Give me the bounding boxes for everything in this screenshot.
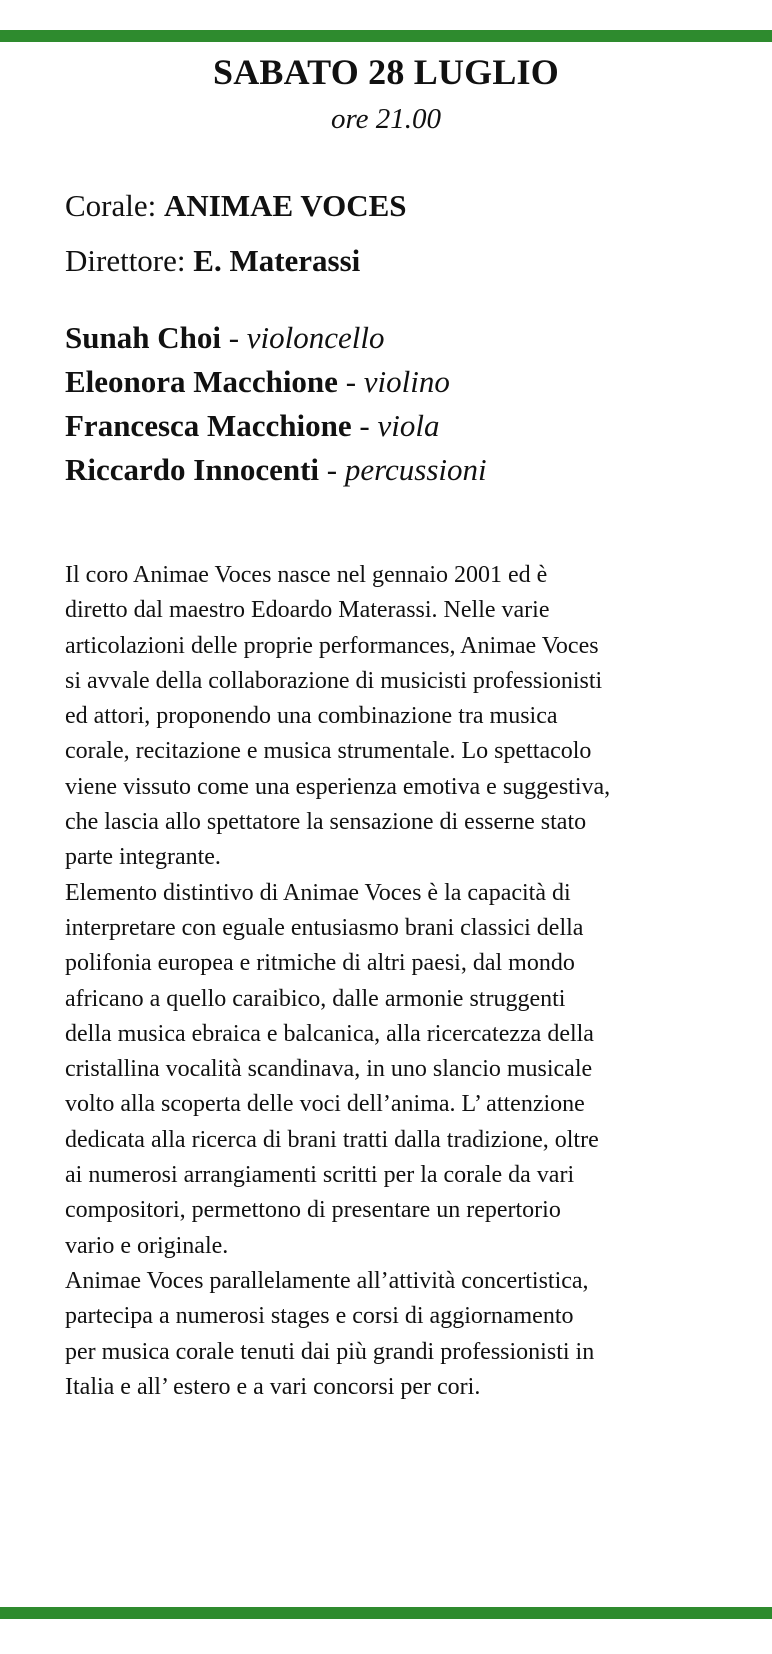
performer-role: viola: [377, 408, 440, 443]
bio-line: Italia e all’ estero e a vari concorsi per cori.: [65, 1373, 481, 1400]
choir-name: ANIMAE VOCES: [164, 188, 407, 223]
bio-line: dedicata alla ricerca di brani tratti dalla tradizione, oltre: [65, 1126, 599, 1153]
bio-line: partecipa a numerosi stages e corsi di aggiornamento: [65, 1303, 574, 1330]
performer-list: [65, 316, 745, 492]
bio-line: viene vissuto come una esperienza emotiva e suggestiva,: [65, 773, 611, 800]
event-date: SABATO 28 LUGLIO: [213, 52, 559, 92]
choir-biography: [65, 558, 755, 1405]
performer-name: Francesca Macchione: [65, 408, 352, 443]
bio-line: corale, recitazione e musica strumentale. Lo spettacolo: [65, 738, 592, 765]
bio-line: si avvale della collaborazione di musicisti professionisti: [65, 667, 603, 694]
performer-name: Riccardo Innocenti: [65, 452, 320, 487]
choir-credit: [65, 186, 407, 226]
bio-line: polifonia europea e ritmiche di altri paesi, dal mondo: [65, 950, 575, 977]
performer-separator: -: [319, 452, 345, 487]
performer-name: Sunah Choi: [65, 320, 221, 355]
performer-item: [65, 404, 745, 448]
performer-separator: -: [351, 408, 378, 443]
bio-line: per musica corale tenuti dai più grandi professionisti in: [65, 1338, 595, 1365]
performer-name: Eleonora Macchione: [65, 364, 338, 399]
bio-line: africano a quello caraibico, dalle armonie struggenti: [65, 985, 566, 1012]
bio-line: Animae Voces parallelamente all’attività concertistica,: [65, 1267, 589, 1294]
performer-item: [65, 316, 745, 360]
choir-label: Corale:: [65, 188, 157, 223]
bio-line: vario e originale.: [65, 1232, 229, 1259]
director-credit: [65, 241, 360, 281]
bio-line: ai numerosi arrangiamenti scritti per la corale da vari: [65, 1162, 575, 1189]
bio-line: Il coro Animae Voces nasce nel gennaio 2001 ed è: [65, 562, 548, 588]
bio-line: compositori, permettono di presentare un repertorio: [65, 1197, 561, 1224]
bio-line: della musica ebraica e balcanica, alla ricercatezza della: [65, 1020, 594, 1047]
director-label: Direttore:: [65, 243, 186, 278]
bio-line: interpretare con eguale entusiasmo brani classici della: [65, 914, 584, 941]
performer-role: percussioni: [344, 452, 487, 487]
performer-item: [65, 360, 745, 404]
bio-line: cristallina vocalità scandinava, in uno slancio musicale: [65, 1056, 593, 1083]
bio-line: parte integrante.: [65, 844, 221, 871]
performer-separator: -: [337, 364, 364, 399]
bio-line: articolazioni delle proprie performances, Animae Voces: [65, 632, 599, 659]
bio-line: volto alla scoperta delle voci dell’anima. L’ attenzione: [65, 1091, 585, 1118]
bio-line: diretto dal maestro Edoardo Materassi. Nelle varie: [65, 597, 550, 624]
performer-role: violino: [363, 364, 450, 399]
performer-separator: -: [220, 320, 247, 355]
bottom-green-rule: [0, 1607, 772, 1619]
bio-line: che lascia allo spettatore la sensazione di esserne stato: [65, 809, 587, 836]
bio-line: ed attori, proponendo una combinazione tra musica: [65, 703, 558, 730]
top-green-rule: [0, 30, 772, 42]
performer-item: [65, 448, 745, 492]
performer-role: violoncello: [246, 320, 385, 355]
bio-line: Elemento distintivo di Animae Voces è la capacità di: [65, 879, 571, 906]
director-name: E. Materassi: [193, 243, 361, 278]
event-time: ore 21.00: [330, 103, 442, 135]
